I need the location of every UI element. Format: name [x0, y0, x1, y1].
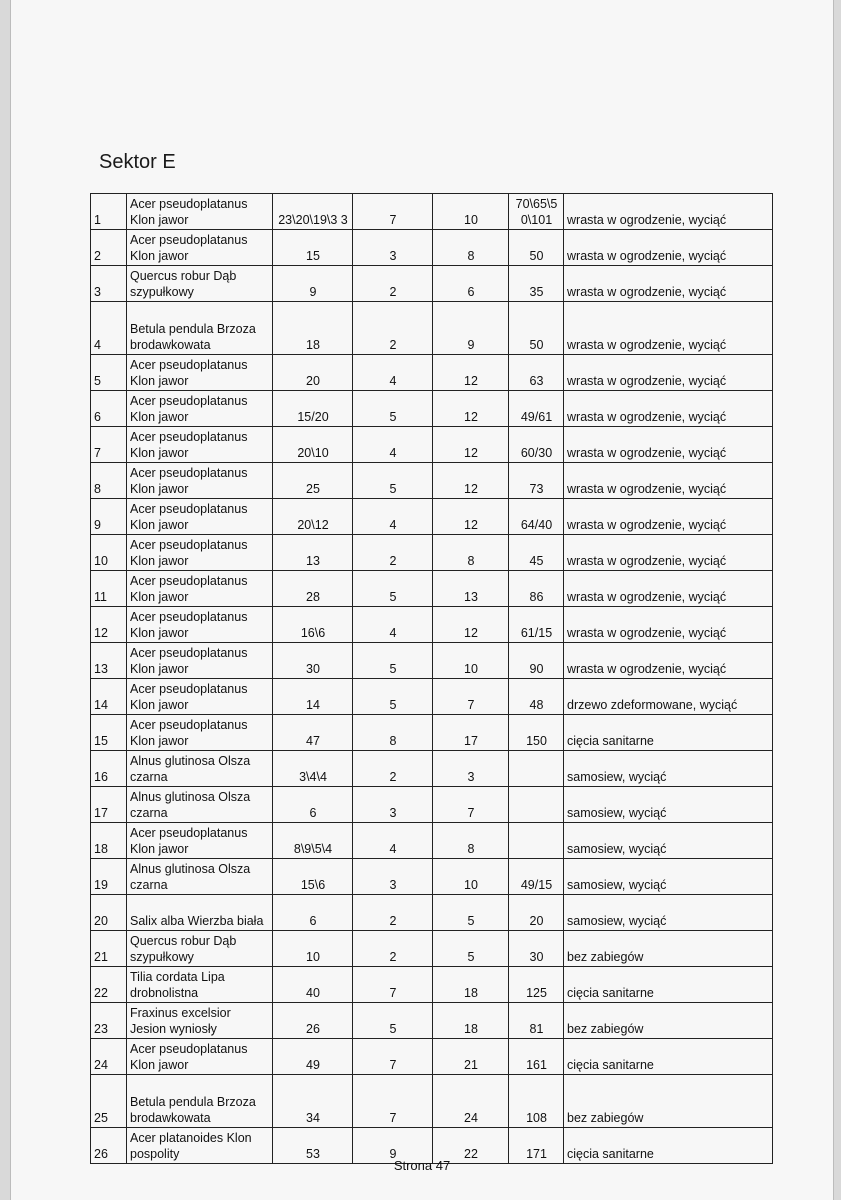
table-row [91, 266, 773, 302]
height-cell: 4 [353, 355, 433, 391]
table-row [91, 607, 773, 643]
height-cell: 7 [353, 967, 433, 1003]
circumference-cm-cell: 86 [509, 571, 564, 607]
row-number-cell: 25 [91, 1075, 127, 1128]
species-cell: Acer pseudoplatanus Klon jawor [127, 391, 273, 427]
trunk-circumference-cell: 53 [273, 1128, 353, 1164]
recommendation-cell: wrasta w ogrodzenie, wyciąć [564, 427, 773, 463]
crown-diameter-cell: 9 [433, 302, 509, 355]
trunk-circumference-cell: 28 [273, 571, 353, 607]
recommendation-cell: bez zabiegów [564, 1075, 773, 1128]
table-row [91, 427, 773, 463]
row-number-cell: 14 [91, 679, 127, 715]
row-number-cell: 26 [91, 1128, 127, 1164]
species-cell: Fraxinus excelsior Jesion wyniosły [127, 1003, 273, 1039]
recommendation-cell: wrasta w ogrodzenie, wyciąć [564, 302, 773, 355]
trunk-circumference-cell: 20\10 [273, 427, 353, 463]
recommendation-cell: bez zabiegów [564, 1003, 773, 1039]
table-body [91, 194, 773, 1164]
crown-diameter-cell: 8 [433, 535, 509, 571]
tree-inventory-table [90, 193, 773, 1164]
circumference-cm-cell: 150 [509, 715, 564, 751]
row-number-cell: 7 [91, 427, 127, 463]
crown-diameter-cell: 12 [433, 391, 509, 427]
species-cell: Tilia cordata Lipa drobnolistna [127, 967, 273, 1003]
trunk-circumference-cell: 20\12 [273, 499, 353, 535]
circumference-cm-cell: 90 [509, 643, 564, 679]
crown-diameter-cell: 12 [433, 499, 509, 535]
row-number-cell: 4 [91, 302, 127, 355]
trunk-circumference-cell: 3\4\4 [273, 751, 353, 787]
height-cell: 4 [353, 499, 433, 535]
recommendation-cell: wrasta w ogrodzenie, wyciąć [564, 643, 773, 679]
row-number-cell: 5 [91, 355, 127, 391]
species-cell: Alnus glutinosa Olsza czarna [127, 787, 273, 823]
species-cell: Acer platanoides Klon pospolity [127, 1128, 273, 1164]
circumference-cm-cell: 171 [509, 1128, 564, 1164]
table-row [91, 571, 773, 607]
circumference-cm-cell: 161 [509, 1039, 564, 1075]
species-cell: Quercus robur Dąb szypułkowy [127, 266, 273, 302]
row-number-cell: 22 [91, 967, 127, 1003]
row-number-cell: 8 [91, 463, 127, 499]
recommendation-cell: wrasta w ogrodzenie, wyciąć [564, 194, 773, 230]
table-row [91, 499, 773, 535]
recommendation-cell: samosiew, wyciąć [564, 895, 773, 931]
trunk-circumference-cell: 15\6 [273, 859, 353, 895]
crown-diameter-cell: 13 [433, 571, 509, 607]
height-cell: 7 [353, 1075, 433, 1128]
recommendation-cell: wrasta w ogrodzenie, wyciąć [564, 571, 773, 607]
table-row [91, 355, 773, 391]
species-cell: Betula pendula Brzoza brodawkowata [127, 1075, 273, 1128]
crown-diameter-cell: 7 [433, 679, 509, 715]
recommendation-cell: wrasta w ogrodzenie, wyciąć [564, 230, 773, 266]
height-cell: 2 [353, 751, 433, 787]
crown-diameter-cell: 6 [433, 266, 509, 302]
circumference-cm-cell: 35 [509, 266, 564, 302]
trunk-circumference-cell: 8\9\5\4 [273, 823, 353, 859]
height-cell: 9 [353, 1128, 433, 1164]
species-cell: Acer pseudoplatanus Klon jawor [127, 571, 273, 607]
crown-diameter-cell: 18 [433, 967, 509, 1003]
row-number-cell: 10 [91, 535, 127, 571]
species-cell: Acer pseudoplatanus Klon jawor [127, 194, 273, 230]
trunk-circumference-cell: 6 [273, 895, 353, 931]
circumference-cm-cell: 125 [509, 967, 564, 1003]
circumference-cm-cell: 49/15 [509, 859, 564, 895]
trunk-circumference-cell: 14 [273, 679, 353, 715]
trunk-circumference-cell: 30 [273, 643, 353, 679]
circumference-cm-cell: 63 [509, 355, 564, 391]
recommendation-cell: samosiew, wyciąć [564, 787, 773, 823]
row-number-cell: 19 [91, 859, 127, 895]
height-cell: 2 [353, 266, 433, 302]
height-cell: 5 [353, 571, 433, 607]
height-cell: 4 [353, 823, 433, 859]
circumference-cm-cell [509, 751, 564, 787]
species-cell: Acer pseudoplatanus Klon jawor [127, 1039, 273, 1075]
table-row [91, 1039, 773, 1075]
height-cell: 4 [353, 427, 433, 463]
recommendation-cell: drzewo zdeformowane, wyciąć [564, 679, 773, 715]
crown-diameter-cell: 5 [433, 895, 509, 931]
recommendation-cell: wrasta w ogrodzenie, wyciąć [564, 463, 773, 499]
species-cell: Quercus robur Dąb szypułkowy [127, 931, 273, 967]
species-cell: Acer pseudoplatanus Klon jawor [127, 230, 273, 266]
species-cell: Acer pseudoplatanus Klon jawor [127, 679, 273, 715]
trunk-circumference-cell: 6 [273, 787, 353, 823]
height-cell: 2 [353, 302, 433, 355]
table-row [91, 967, 773, 1003]
recommendation-cell: wrasta w ogrodzenie, wyciąć [564, 266, 773, 302]
height-cell: 4 [353, 607, 433, 643]
table-row [91, 1003, 773, 1039]
circumference-cm-cell: 48 [509, 679, 564, 715]
circumference-cm-cell [509, 823, 564, 859]
table-row [91, 535, 773, 571]
crown-diameter-cell: 3 [433, 751, 509, 787]
crown-diameter-cell: 12 [433, 607, 509, 643]
recommendation-cell: samosiew, wyciąć [564, 751, 773, 787]
species-cell: Acer pseudoplatanus Klon jawor [127, 823, 273, 859]
recommendation-cell: wrasta w ogrodzenie, wyciąć [564, 391, 773, 427]
recommendation-cell: wrasta w ogrodzenie, wyciąć [564, 607, 773, 643]
crown-diameter-cell: 22 [433, 1128, 509, 1164]
table-row [91, 751, 773, 787]
table-row [91, 859, 773, 895]
circumference-cm-cell: 61/15 [509, 607, 564, 643]
circumference-cm-cell: 70\65\5 0\101 [509, 194, 564, 230]
table-row [91, 643, 773, 679]
recommendation-cell: cięcia sanitarne [564, 715, 773, 751]
table-row [91, 302, 773, 355]
circumference-cm-cell: 73 [509, 463, 564, 499]
trunk-circumference-cell: 49 [273, 1039, 353, 1075]
table-row [91, 715, 773, 751]
row-number-cell: 15 [91, 715, 127, 751]
trunk-circumference-cell: 10 [273, 931, 353, 967]
table-row [91, 679, 773, 715]
table-row [91, 931, 773, 967]
height-cell: 5 [353, 463, 433, 499]
species-cell: Acer pseudoplatanus Klon jawor [127, 499, 273, 535]
crown-diameter-cell: 12 [433, 463, 509, 499]
table-row [91, 1075, 773, 1128]
trunk-circumference-cell: 34 [273, 1075, 353, 1128]
circumference-cm-cell: 81 [509, 1003, 564, 1039]
recommendation-cell: wrasta w ogrodzenie, wyciąć [564, 535, 773, 571]
recommendation-cell: wrasta w ogrodzenie, wyciąć [564, 499, 773, 535]
row-number-cell: 13 [91, 643, 127, 679]
crown-diameter-cell: 5 [433, 931, 509, 967]
species-cell: Alnus glutinosa Olsza czarna [127, 859, 273, 895]
row-number-cell: 3 [91, 266, 127, 302]
height-cell: 3 [353, 859, 433, 895]
height-cell: 5 [353, 391, 433, 427]
height-cell: 5 [353, 643, 433, 679]
height-cell: 5 [353, 1003, 433, 1039]
crown-diameter-cell: 18 [433, 1003, 509, 1039]
trunk-circumference-cell: 47 [273, 715, 353, 751]
table-row [91, 823, 773, 859]
crown-diameter-cell: 7 [433, 787, 509, 823]
crown-diameter-cell: 17 [433, 715, 509, 751]
height-cell: 7 [353, 1039, 433, 1075]
species-cell: Acer pseudoplatanus Klon jawor [127, 463, 273, 499]
trunk-circumference-cell: 13 [273, 535, 353, 571]
crown-diameter-cell: 24 [433, 1075, 509, 1128]
trunk-circumference-cell: 23\20\19\3 3 [273, 194, 353, 230]
crown-diameter-cell: 21 [433, 1039, 509, 1075]
document-page [10, 0, 834, 1200]
row-number-cell: 23 [91, 1003, 127, 1039]
species-cell: Acer pseudoplatanus Klon jawor [127, 715, 273, 751]
species-cell: Acer pseudoplatanus Klon jawor [127, 607, 273, 643]
circumference-cm-cell: 108 [509, 1075, 564, 1128]
height-cell: 2 [353, 895, 433, 931]
row-number-cell: 11 [91, 571, 127, 607]
trunk-circumference-cell: 15 [273, 230, 353, 266]
species-cell: Acer pseudoplatanus Klon jawor [127, 355, 273, 391]
species-cell: Alnus glutinosa Olsza czarna [127, 751, 273, 787]
species-cell: Acer pseudoplatanus Klon jawor [127, 643, 273, 679]
trunk-circumference-cell: 18 [273, 302, 353, 355]
recommendation-cell: samosiew, wyciąć [564, 823, 773, 859]
circumference-cm-cell: 45 [509, 535, 564, 571]
height-cell: 2 [353, 535, 433, 571]
circumference-cm-cell: 20 [509, 895, 564, 931]
section-title: Sektor E [99, 151, 176, 173]
trunk-circumference-cell: 25 [273, 463, 353, 499]
table-row [91, 895, 773, 931]
row-number-cell: 24 [91, 1039, 127, 1075]
circumference-cm-cell: 50 [509, 302, 564, 355]
trunk-circumference-cell: 40 [273, 967, 353, 1003]
table-row [91, 787, 773, 823]
recommendation-cell: samosiew, wyciąć [564, 859, 773, 895]
row-number-cell: 2 [91, 230, 127, 266]
table-row [91, 194, 773, 230]
species-cell: Acer pseudoplatanus Klon jawor [127, 535, 273, 571]
recommendation-cell: bez zabiegów [564, 931, 773, 967]
table-row [91, 391, 773, 427]
height-cell: 3 [353, 787, 433, 823]
height-cell: 5 [353, 679, 433, 715]
height-cell: 7 [353, 194, 433, 230]
trunk-circumference-cell: 15/20 [273, 391, 353, 427]
species-cell: Salix alba Wierzba biała [127, 895, 273, 931]
recommendation-cell: cięcia sanitarne [564, 967, 773, 1003]
row-number-cell: 1 [91, 194, 127, 230]
crown-diameter-cell: 12 [433, 355, 509, 391]
recommendation-cell: cięcia sanitarne [564, 1128, 773, 1164]
circumference-cm-cell: 50 [509, 230, 564, 266]
crown-diameter-cell: 8 [433, 823, 509, 859]
trunk-circumference-cell: 20 [273, 355, 353, 391]
table-row [91, 230, 773, 266]
circumference-cm-cell: 30 [509, 931, 564, 967]
trunk-circumference-cell: 26 [273, 1003, 353, 1039]
table-row [91, 463, 773, 499]
trunk-circumference-cell: 16\6 [273, 607, 353, 643]
height-cell: 2 [353, 931, 433, 967]
row-number-cell: 18 [91, 823, 127, 859]
height-cell: 3 [353, 230, 433, 266]
row-number-cell: 20 [91, 895, 127, 931]
circumference-cm-cell: 64/40 [509, 499, 564, 535]
row-number-cell: 16 [91, 751, 127, 787]
crown-diameter-cell: 10 [433, 643, 509, 679]
row-number-cell: 6 [91, 391, 127, 427]
row-number-cell: 9 [91, 499, 127, 535]
species-cell: Betula pendula Brzoza brodawkowata [127, 302, 273, 355]
circumference-cm-cell: 49/61 [509, 391, 564, 427]
trunk-circumference-cell: 9 [273, 266, 353, 302]
recommendation-cell: cięcia sanitarne [564, 1039, 773, 1075]
row-number-cell: 21 [91, 931, 127, 967]
crown-diameter-cell: 12 [433, 427, 509, 463]
crown-diameter-cell: 10 [433, 859, 509, 895]
circumference-cm-cell: 60/30 [509, 427, 564, 463]
height-cell: 8 [353, 715, 433, 751]
recommendation-cell: wrasta w ogrodzenie, wyciąć [564, 355, 773, 391]
row-number-cell: 12 [91, 607, 127, 643]
row-number-cell: 17 [91, 787, 127, 823]
page-number: Strona 47 [393, 1158, 451, 1173]
crown-diameter-cell: 8 [433, 230, 509, 266]
crown-diameter-cell: 10 [433, 194, 509, 230]
circumference-cm-cell [509, 787, 564, 823]
species-cell: Acer pseudoplatanus Klon jawor [127, 427, 273, 463]
